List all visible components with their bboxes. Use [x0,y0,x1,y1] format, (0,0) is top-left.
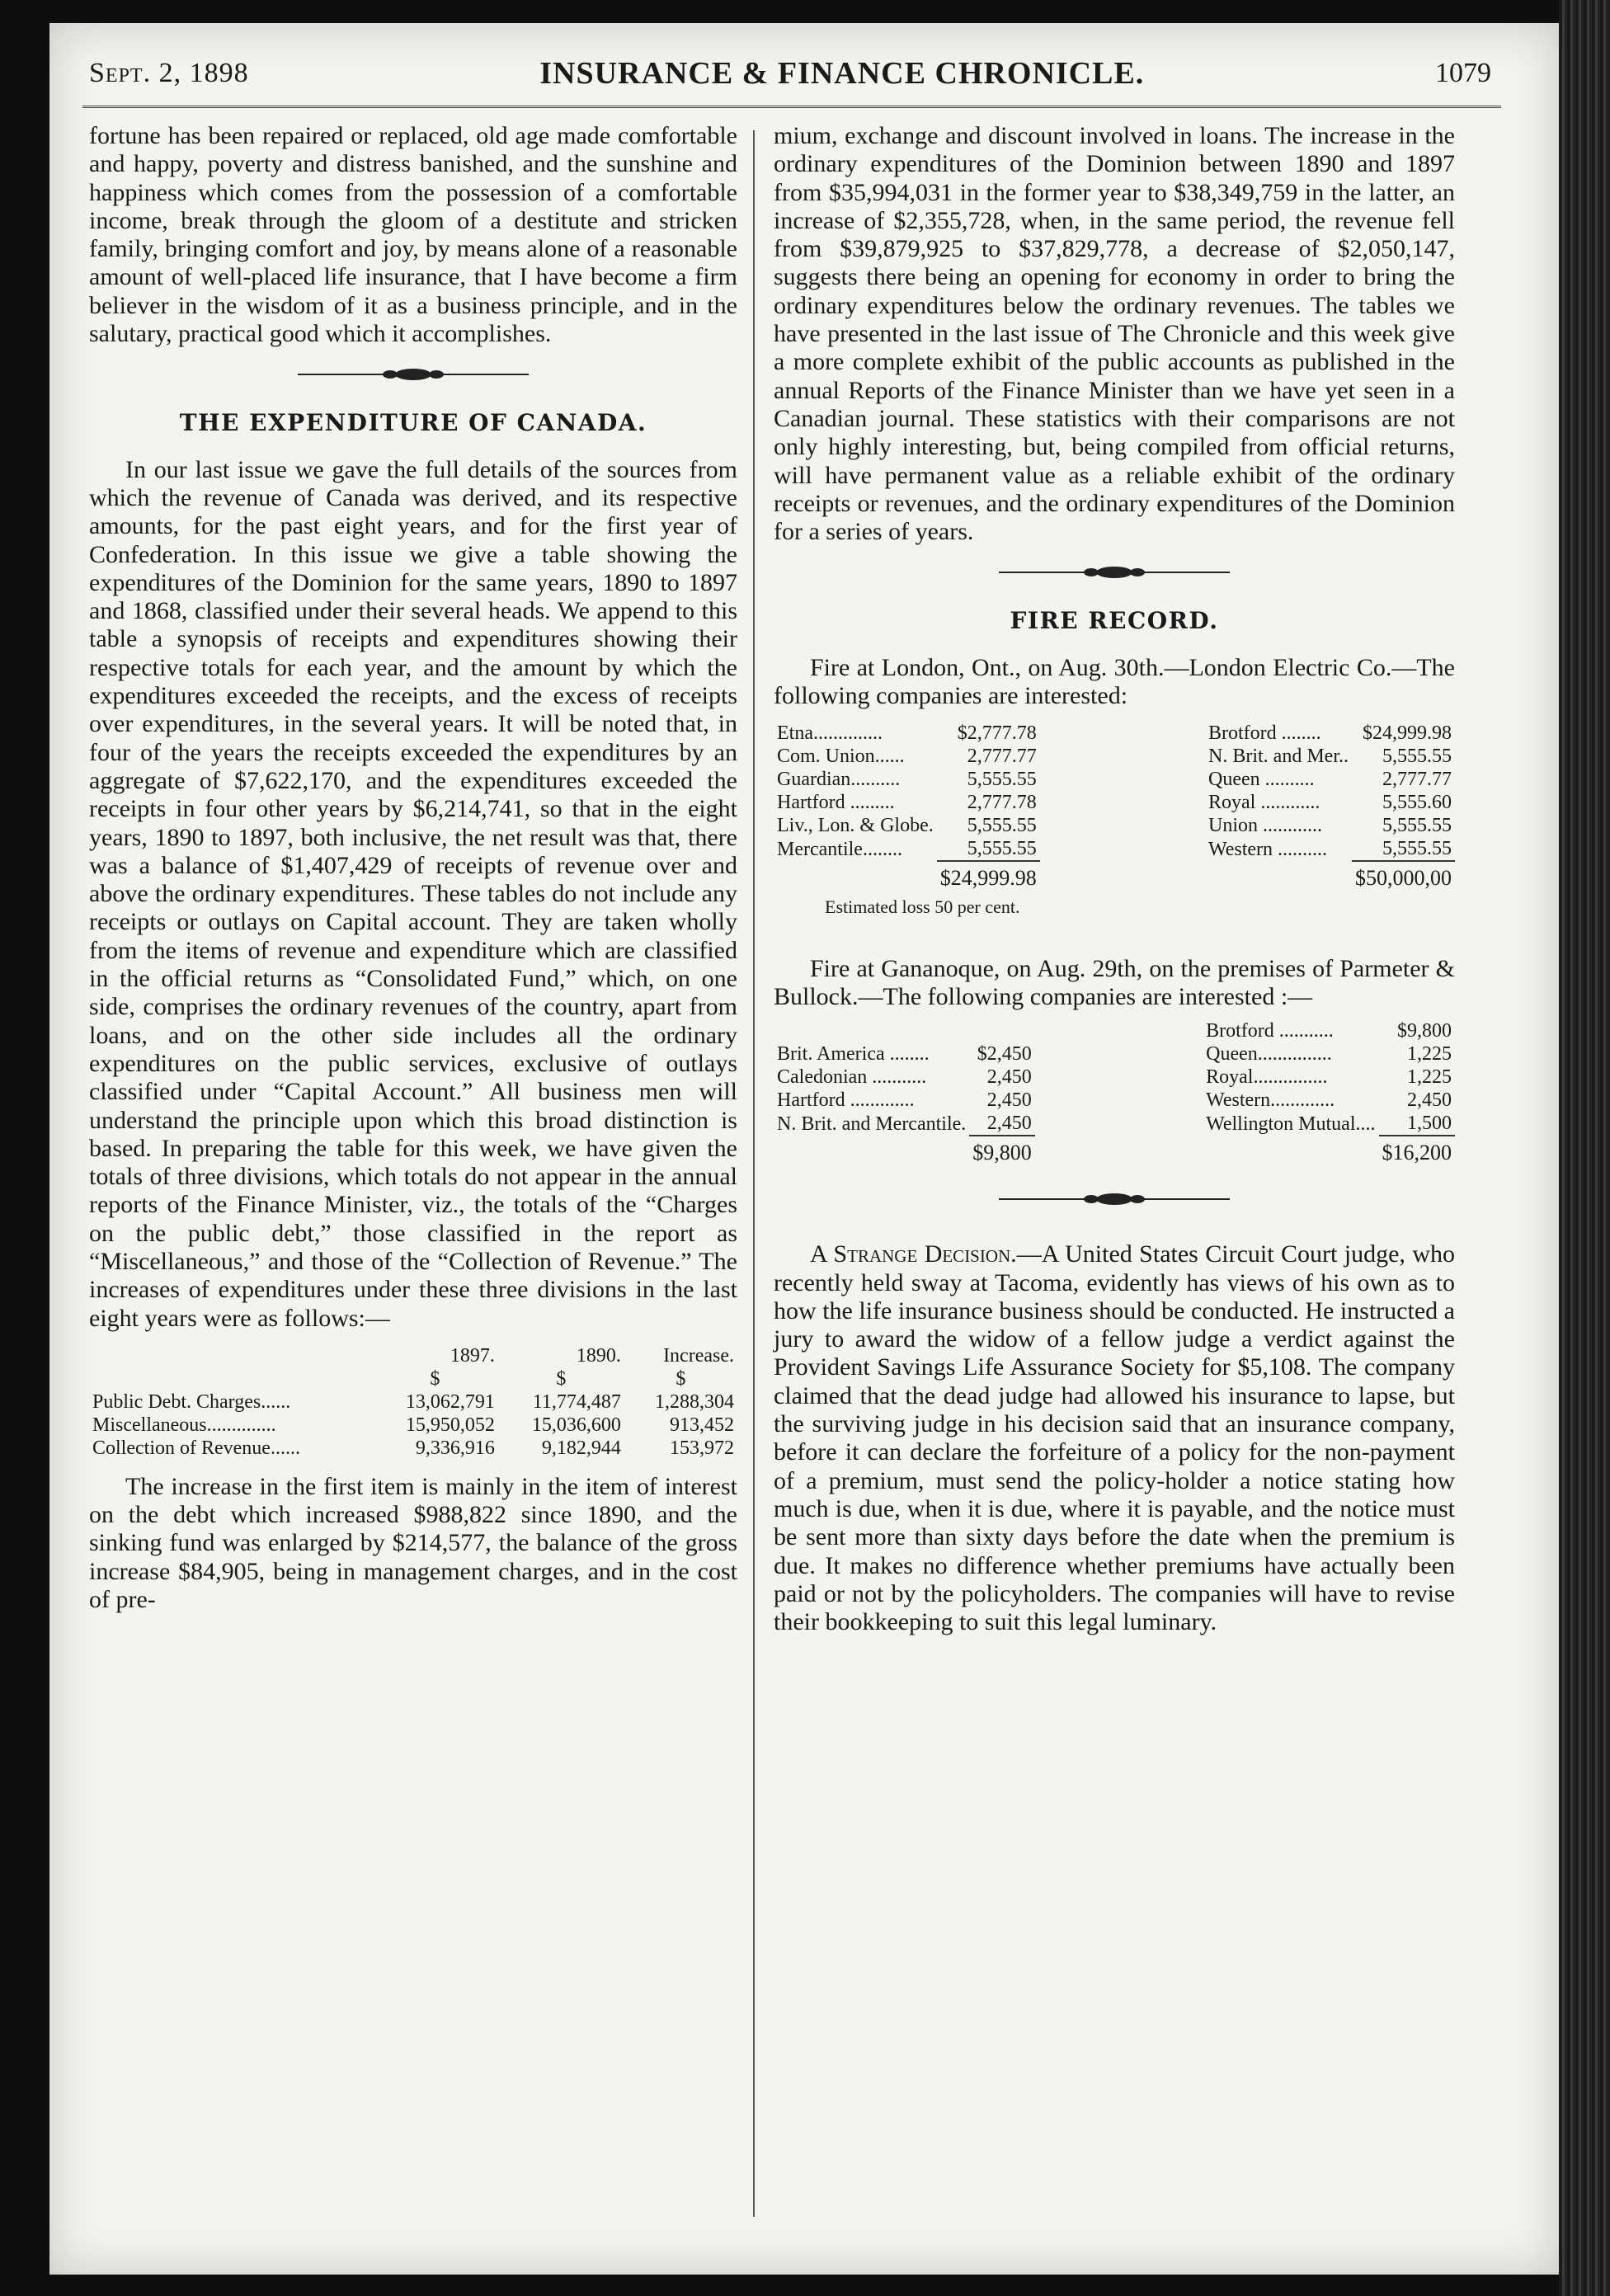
unit-label: $ [556,1367,567,1390]
company-name: Mercantile........ [777,838,902,860]
amount: $24,999.98 [1363,722,1452,745]
total-row [774,861,1040,890]
table-row [89,1414,737,1437]
company-name: Liv., Lon. & Globe. [777,815,934,837]
company-name: Western .......... [1208,838,1328,860]
company-name: Hartford ......... [777,792,895,814]
fire2-tables [774,1019,1455,1164]
amount: 2,777.77 [967,746,1037,768]
row-label: Miscellaneous.............. [92,1414,276,1436]
newspaper-page [49,23,1559,2275]
left-column [89,122,737,1614]
company-name: N. Brit. and Mercantile. [777,1113,967,1135]
cell: 9,336,916 [415,1437,495,1459]
table-row [774,1042,1035,1066]
amount: $2,450 [977,1043,1032,1066]
company-name: Brotford ........... [1206,1020,1334,1042]
amount: 1,225 [1407,1043,1452,1066]
table-row [1205,722,1455,745]
company-name: Royal............... [1206,1066,1328,1089]
cell: 153,972 [670,1437,734,1459]
expenditure-body: In our last issue we gave the full details of the sources from which the revenue of Canada was derived, and its respective amounts, for the past eight years, and for the first year of Confederation. In this issue we give a table showing the expenditures of the Dominion for the same years, 1890 to 1897 and 1868, classified under their several heads. We append to this table a synopsis of receipts and expenditures showing their respective totals for each year, and the amount by which the expenditures exceeded the receipts, and the excess of receipts over expenditures, in the several years. It will be noted that, in four of the years the receipts exceeded the expenditures by an aggregate of $7,622,170, and the expenditures exceeded the receipts in four other years by $6,214,741, so that in the eight years, 1890 to 1897, both inclusive, the net result was that, there was a balance of $1,407,429 of receipts of revenue over and above the ordinary expenditures. These tables do not include any receipts or outlays on Capital account. They are taken wholly from the items of revenue and expenditure which are classified in the official returns as “Consolidated Fund,” which, on one side, comprises the ordinary revenues of the country, apart from loans, and on the other side includes all the ordinary expenditures on the public services, exclusive of outlays classified under “Capital Account.” All business men will understand the principle upon which this broad distinction is based. In preparing the table for this week, we have given the totals of three divisions, which totals do not appear in the annual reports of the Finance Minister, viz., the totals of the “Charges on the public debt,” those classified in the report as “Miscellaneous,” and those of the “Collection of Revenue.” The increases of expenditures under these three divisions in the last eight years were as follows:— [89,455,737,1332]
amount: 5,555.55 [967,815,1037,837]
company-name: Brit. America ........ [777,1043,930,1066]
amount: 2,450 [1407,1089,1452,1112]
table-row [1205,768,1455,791]
table-row [1205,837,1455,861]
amount: 2,777.78 [967,792,1037,814]
company-name: Guardian.......... [777,769,901,791]
unit-label: $ [430,1367,440,1390]
journal-title: INSURANCE & FINANCE CHRONICLE. [539,56,1145,91]
company-name: Queen............... [1206,1043,1332,1066]
table-row [89,1437,737,1460]
ornament-divider [89,348,737,401]
total-amount: $9,800 [969,1136,1035,1164]
company-name: N. Brit. and Mer.. [1208,746,1349,768]
col-header: Increase. [663,1344,734,1367]
cell: 1,288,304 [655,1390,734,1413]
continuation-paragraph: mium, exchange and discount involved in loans. The increase in the ordinary expenditures of the Dominion between 1890 and 1897 from $35,994,031 in the former year to $38,349,759 in the latter, an increase of $2,355,728, when, in the same period, the revenue fell from $39,879,925 to $37,829,778, a decrease of $2,050,147, suggests there being an opening for economy in order to bring the ordinary expenditures below the ordinary revenues. The tables we have presented in the last issue of The Chronicle and this week give a more complete exhibit of the public accounts as published in the annual Reports of the Finance Minister than we have yet seen in a Canadian journal. These statistics with their comparisons are not only highly interesting, but, being compiled from official returns, will have permanent value as a reliable exhibit of the ordinary receipts or revenues, and the ordinary expenditures of the Dominion for a series of years. [774,122,1455,546]
company-name: Etna.............. [777,722,883,745]
fire1-right-table [1205,722,1455,890]
table-row [1205,745,1455,768]
strange-decision-heading: A Strange Decision. [810,1240,1017,1268]
amount: 2,450 [986,1089,1032,1112]
expenditure-table [89,1344,737,1460]
table-row [774,814,1040,837]
row-label: Public Debt. Charges...... [92,1390,291,1413]
cell: 15,036,600 [531,1414,621,1436]
amount: 2,777.77 [1382,769,1452,791]
fire2-right-table [1203,1019,1455,1164]
cell: 9,182,944 [541,1437,621,1459]
amount: 5,555.55 [967,769,1037,791]
amount: 2,450 [986,1113,1032,1135]
total-amount: $24,999.98 [937,861,1040,890]
cell: 11,774,487 [532,1390,621,1413]
total-row [774,1136,1035,1164]
table-header-row [89,1344,737,1367]
table-row [774,1066,1035,1089]
amount: $9,800 [1397,1020,1452,1042]
header-rule [82,106,1501,108]
company-name: Wellington Mutual.... [1206,1113,1376,1135]
table-row [774,837,1040,861]
company-name: Union ............ [1208,815,1323,837]
right-column [774,122,1455,1636]
total-amount: $50,000,00 [1352,861,1455,890]
table-row [1203,1066,1455,1089]
table-row [1203,1112,1455,1136]
table-row [1205,791,1455,814]
book-binding-edge [1559,0,1610,2296]
issue-date: Sept. 2, 1898 [89,58,249,88]
amount: $2,777.78 [957,722,1037,745]
col-header: 1890. [576,1344,621,1367]
unit-label: $ [676,1367,686,1390]
table-row [774,768,1040,791]
company-name: Caledonian ........... [777,1066,927,1089]
cell: 13,062,791 [405,1390,495,1413]
table-row [774,1089,1035,1112]
table-row [1203,1089,1455,1112]
section-title: THE EXPENDITURE OF CANADA. [179,409,647,437]
fire1-intro: Fire at London, Ont., on Aug. 30th.—London Electric Co.—The following companies are interested: [774,653,1455,710]
page-header [89,46,1491,101]
company-name: Queen .......... [1208,769,1315,791]
strange-decision-paragraph [774,1240,1455,1636]
column-divider [753,130,755,2217]
company-name: Com. Union...... [777,746,905,768]
ornament-icon [999,564,1230,581]
company-name: Royal ............ [1208,792,1320,814]
amount: 2,450 [986,1066,1032,1089]
table-row [774,745,1040,768]
page-number: 1079 [1434,58,1491,88]
table-unit-row [89,1367,737,1390]
table-row [89,1390,737,1414]
amount: 5,555.55 [1382,746,1452,768]
ornament-icon [298,366,529,383]
amount: 1,500 [1407,1113,1452,1135]
cell: 15,950,052 [405,1414,495,1436]
fire2-intro: Fire at Gananoque, on Aug. 29th, on the premises of Parmeter & Bullock.—The following companies are interested :— [774,954,1455,1010]
intro-paragraph: fortune has been repaired or replaced, old age made comfortable and happy, poverty and distress banished, and the sunshine and happiness which comes from the possession of a comfortable income, break through the gloom of a destitute and stricken family, bringing comfort and joy, by means alone of a reasonable amount of well-placed life insurance, that I have become a firm believer in the wisdom of it as a business principle, and in the salutary, practical good which it accomplishes. [89,122,737,348]
table-row [774,791,1040,814]
closing-paragraph: The increase in the first item is mainly in the item of interest on the debt which increased $988,822 since 1890, and the sinking fund was enlarged by $214,577, the balance of the gross increase $84,905, being in management charges, and in the cost of pre- [89,1472,737,1614]
ornament-divider [774,546,1455,599]
amount: 5,555.55 [967,838,1037,860]
amount: 5,555.55 [1382,815,1452,837]
fire1-left-table [774,722,1040,890]
estimated-loss-note: Estimated loss 50 per cent. [825,896,1020,918]
total-amount: $16,200 [1379,1136,1456,1164]
cell: 913,452 [670,1414,734,1436]
total-row [1205,861,1455,890]
table-row [774,1112,1035,1136]
amount: 5,555.55 [1382,838,1452,860]
company-name: Western............. [1206,1089,1335,1112]
table-row [1205,814,1455,837]
col-header: 1897. [450,1344,495,1367]
ornament-icon [999,1191,1230,1207]
table-row [1203,1042,1455,1066]
amount: 1,225 [1407,1066,1452,1089]
company-name: Hartford ............. [777,1089,915,1112]
row-label: Collection of Revenue...... [92,1437,300,1459]
fire2-left-table [774,1042,1035,1164]
company-name: Brotford ........ [1208,722,1321,745]
table-row [1203,1019,1455,1042]
ornament-divider [774,1173,1455,1226]
fire-record-title: FIRE RECORD. [1010,607,1219,635]
amount: 5,555.60 [1382,792,1452,814]
total-row [1203,1136,1455,1164]
strange-decision-body: —A United States Circuit Court judge, who recently held sway at Tacoma, evidently has views of his own as to how the life insurance business should be conducted. He instructed a jury to award the widow of a fellow judge a verdict against the Provident Savings Life Assurance Society for $5,108. The company claimed that the dead judge had allowed his insurance to lapse, but the surviving judge in his decision said that an insurance company, before it can declare the forfeiture of a policy for the non-payment of a premium, must send the policy-holder a notice stating how much is due, when it is due, where it is payable, and the notice must be sent more than sixty days before the date when the premium is due. It makes no difference whether premiums have actually been paid or not by the policyholders. The companies will have to revise their bookkeeping to suit this legal luminary. [774,1240,1455,1636]
table-row [774,722,1040,745]
fire1-tables [774,722,1455,890]
